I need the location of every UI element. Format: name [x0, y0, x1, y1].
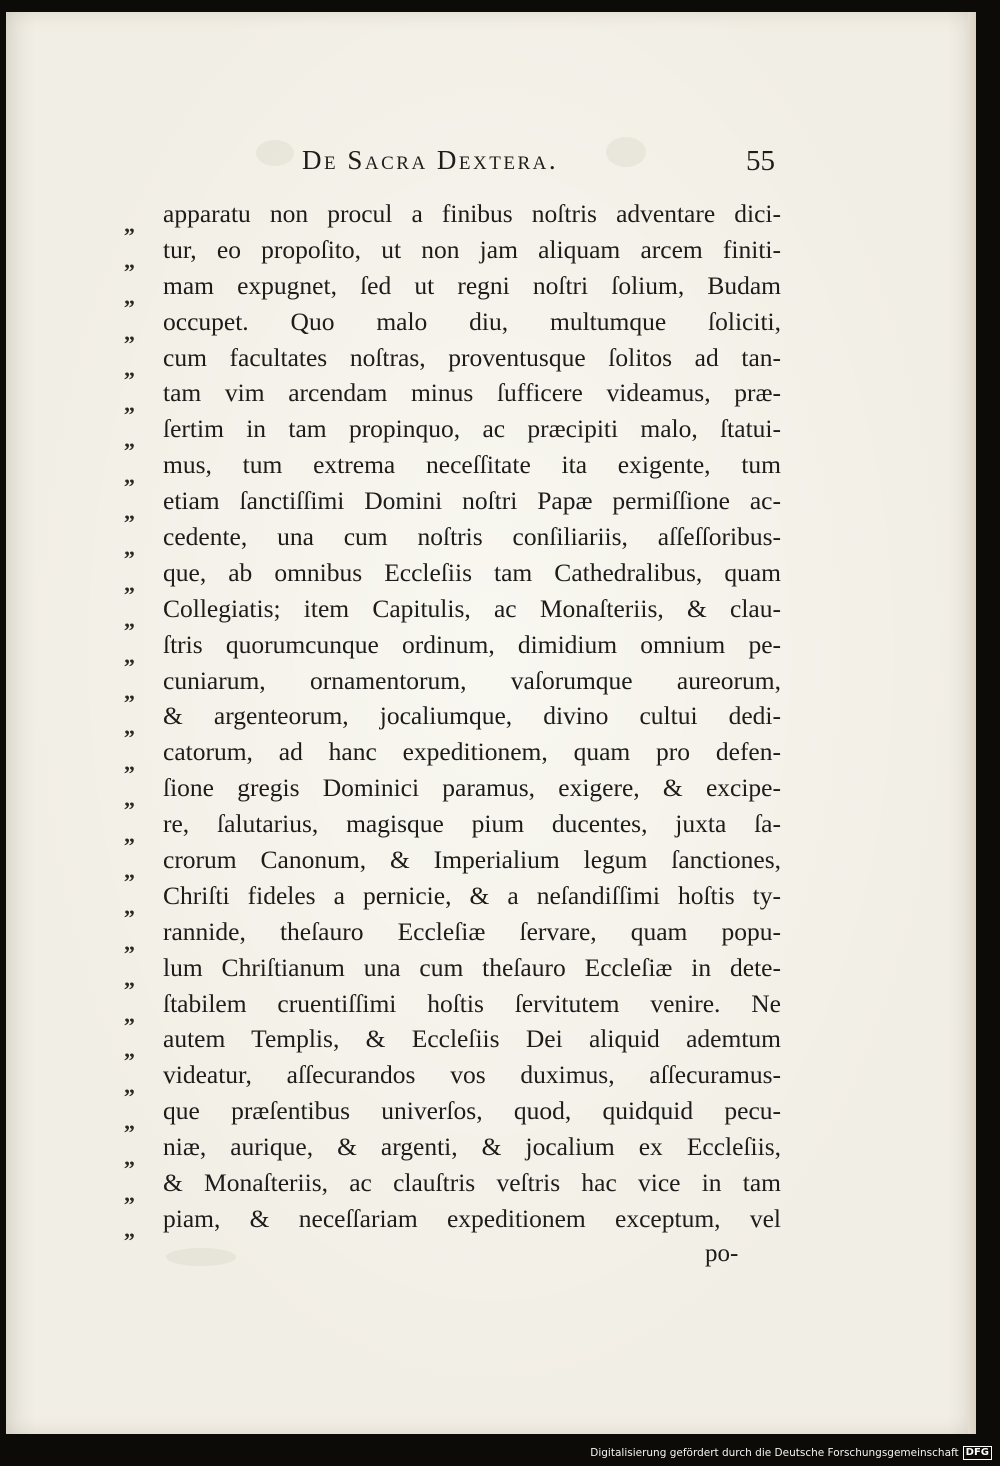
- text-line: [124, 988, 784, 1027]
- line-text: crorum Canonum, & Imperialium legum ſanctiones,: [163, 845, 781, 875]
- text-line: [124, 736, 784, 776]
- text-line: [124, 1203, 784, 1242]
- line-text: Chriſti fideles a pernicie, & a neſandiſſimi hoſtis ty-: [163, 880, 781, 910]
- text-line: [124, 952, 784, 991]
- credit-text: Digitalisierung gefördert durch die Deutsche Forschungsgemeinschaft: [590, 1447, 959, 1459]
- quotation-mark: „: [124, 212, 134, 237]
- quotation-mark: „: [124, 1037, 134, 1063]
- quotation-mark: „: [124, 929, 134, 955]
- line-text: catorum, ad hanc expeditionem, quam pro defen-: [163, 737, 781, 767]
- quotation-mark: „: [124, 355, 134, 381]
- line-text: piam, & neceſſariam expeditionem exceptum, vel: [163, 1203, 781, 1233]
- ink-smudge: [606, 137, 646, 167]
- line-text: mus, tum extrema neceſſitate ita exigente, tum: [163, 450, 781, 480]
- text-line: [124, 1167, 784, 1207]
- quotation-mark: „: [124, 499, 134, 525]
- page-edge: [968, 12, 976, 1434]
- digitization-credit: [590, 1446, 992, 1460]
- text-line: [124, 377, 784, 417]
- line-text: etiam ſanctiſſimi Domini noſtri Papæ permiſſione ac-: [163, 486, 781, 516]
- text-line: [124, 521, 784, 561]
- text-line: [124, 1059, 784, 1099]
- quotation-mark: „: [124, 714, 134, 740]
- quotation-mark: „: [124, 535, 134, 561]
- quotation-mark: „: [124, 858, 134, 884]
- catchword: po-: [705, 1240, 739, 1267]
- book-page: [6, 12, 976, 1434]
- line-text: & Monaſteriis, ac clauſtris veſtris hac vice in tam: [163, 1168, 781, 1198]
- quotation-mark: „: [124, 642, 134, 668]
- line-text: apparatu non procul a finibus noſtris adventare dici-: [163, 199, 781, 228]
- text-line: [124, 342, 784, 381]
- page-number: 55: [746, 145, 775, 177]
- text-line: [124, 270, 784, 309]
- text-line: [124, 880, 784, 919]
- text-line: [124, 1131, 784, 1171]
- quotation-mark: „: [124, 391, 134, 417]
- text-line: [124, 772, 784, 812]
- line-text: tam vim arcendam minus ſufficere videamus, præ-: [163, 378, 781, 408]
- quotation-mark: „: [124, 1073, 134, 1099]
- ink-smudge: [256, 140, 294, 166]
- dfg-logo: DFG: [963, 1446, 992, 1460]
- quotation-mark: „: [124, 678, 134, 704]
- line-text: re, ſalutarius, magisque pium ducentes, juxta ſa-: [163, 809, 781, 839]
- text-line: [124, 700, 784, 740]
- line-text: ſione gregis Dominici paramus, exigere, & excipe-: [163, 773, 781, 803]
- quotation-mark: „: [124, 822, 134, 848]
- text-line: [124, 485, 784, 525]
- text-line: [124, 593, 784, 632]
- quotation-mark: „: [124, 1109, 134, 1135]
- line-text: cedente, una cum noſtris conſiliariis, aſſeſſoribus-: [163, 522, 781, 552]
- line-text: cuniarum, ornamentorum, vaſorumque aureorum,: [163, 665, 781, 695]
- running-title: De Sacra Dextera.: [302, 145, 559, 175]
- text-line: [124, 413, 784, 453]
- line-text: que, ab omnibus Eccleſiis tam Cathedralibus, quam: [163, 557, 781, 587]
- text-line: [124, 844, 784, 884]
- text-line: [124, 234, 784, 273]
- text-line: [124, 557, 784, 596]
- line-text: ſtris quorumcunque ordinum, dimidium omnium pe-: [163, 629, 781, 659]
- quotation-mark: „: [124, 1216, 134, 1242]
- quotation-mark: „: [124, 606, 134, 632]
- text-line: [124, 198, 784, 237]
- line-text: que præſentibus univerſos, quod, quidquid pecu-: [163, 1096, 781, 1126]
- line-text: niæ, aurique, & argenti, & jocalium ex Eccleſiis,: [163, 1132, 781, 1162]
- quotation-mark: „: [124, 1181, 134, 1207]
- quotation-mark: „: [124, 965, 134, 991]
- quotation-mark: „: [124, 319, 134, 345]
- quotation-mark: „: [124, 750, 134, 776]
- line-text: cum facultates noſtras, proventusque ſolitos ad tan-: [163, 342, 781, 372]
- line-text: ſtabilem cruentiſſimi hoſtis ſervitutem venire. Ne: [163, 988, 781, 1018]
- quotation-mark: „: [124, 570, 134, 596]
- quotation-mark: „: [124, 786, 134, 812]
- quotation-mark: „: [124, 1001, 134, 1027]
- text-line: [124, 629, 784, 668]
- quotation-mark: „: [124, 247, 134, 273]
- quotation-mark: „: [124, 463, 134, 489]
- text-line: [124, 306, 784, 345]
- line-text: tur, eo propoſito, ut non jam aliquam arcem finiti-: [163, 234, 781, 264]
- quotation-mark: „: [124, 283, 134, 309]
- quotation-mark: „: [124, 427, 134, 453]
- quotation-mark: „: [124, 1145, 134, 1171]
- line-text: mam expugnet, ſed ut regni noſtri ſolium, Budam: [163, 270, 781, 300]
- line-text: ſertim in tam propinquo, ac præcipiti malo, ſtatui-: [163, 414, 781, 444]
- text-line: [124, 916, 784, 955]
- text-line: [124, 808, 784, 848]
- line-text: Collegiatis; item Capitulis, ac Monaſteriis, & clau-: [163, 593, 781, 623]
- line-text: videatur, aſſecurandos vos duximus, aſſecuramus-: [163, 1060, 781, 1090]
- line-text: occupet. Quo malo diu, multumque ſoliciti,: [163, 306, 781, 336]
- text-block: [124, 198, 784, 1242]
- quotation-mark: „: [124, 893, 134, 919]
- text-line: [124, 1095, 784, 1135]
- text-line: [124, 1023, 784, 1063]
- ink-smudge: [166, 1248, 236, 1266]
- text-line: [124, 665, 784, 704]
- line-text: rannide, theſauro Eccleſiæ ſervare, quam popu-: [163, 916, 781, 946]
- line-text: & argenteorum, jocaliumque, divino cultui dedi-: [163, 701, 781, 731]
- line-text: lum Chriſtianum una cum theſauro Eccleſiæ in dete-: [163, 952, 781, 982]
- line-text: autem Templis, & Eccleſiis Dei aliquid ademtum: [163, 1024, 781, 1054]
- text-line: [124, 449, 784, 489]
